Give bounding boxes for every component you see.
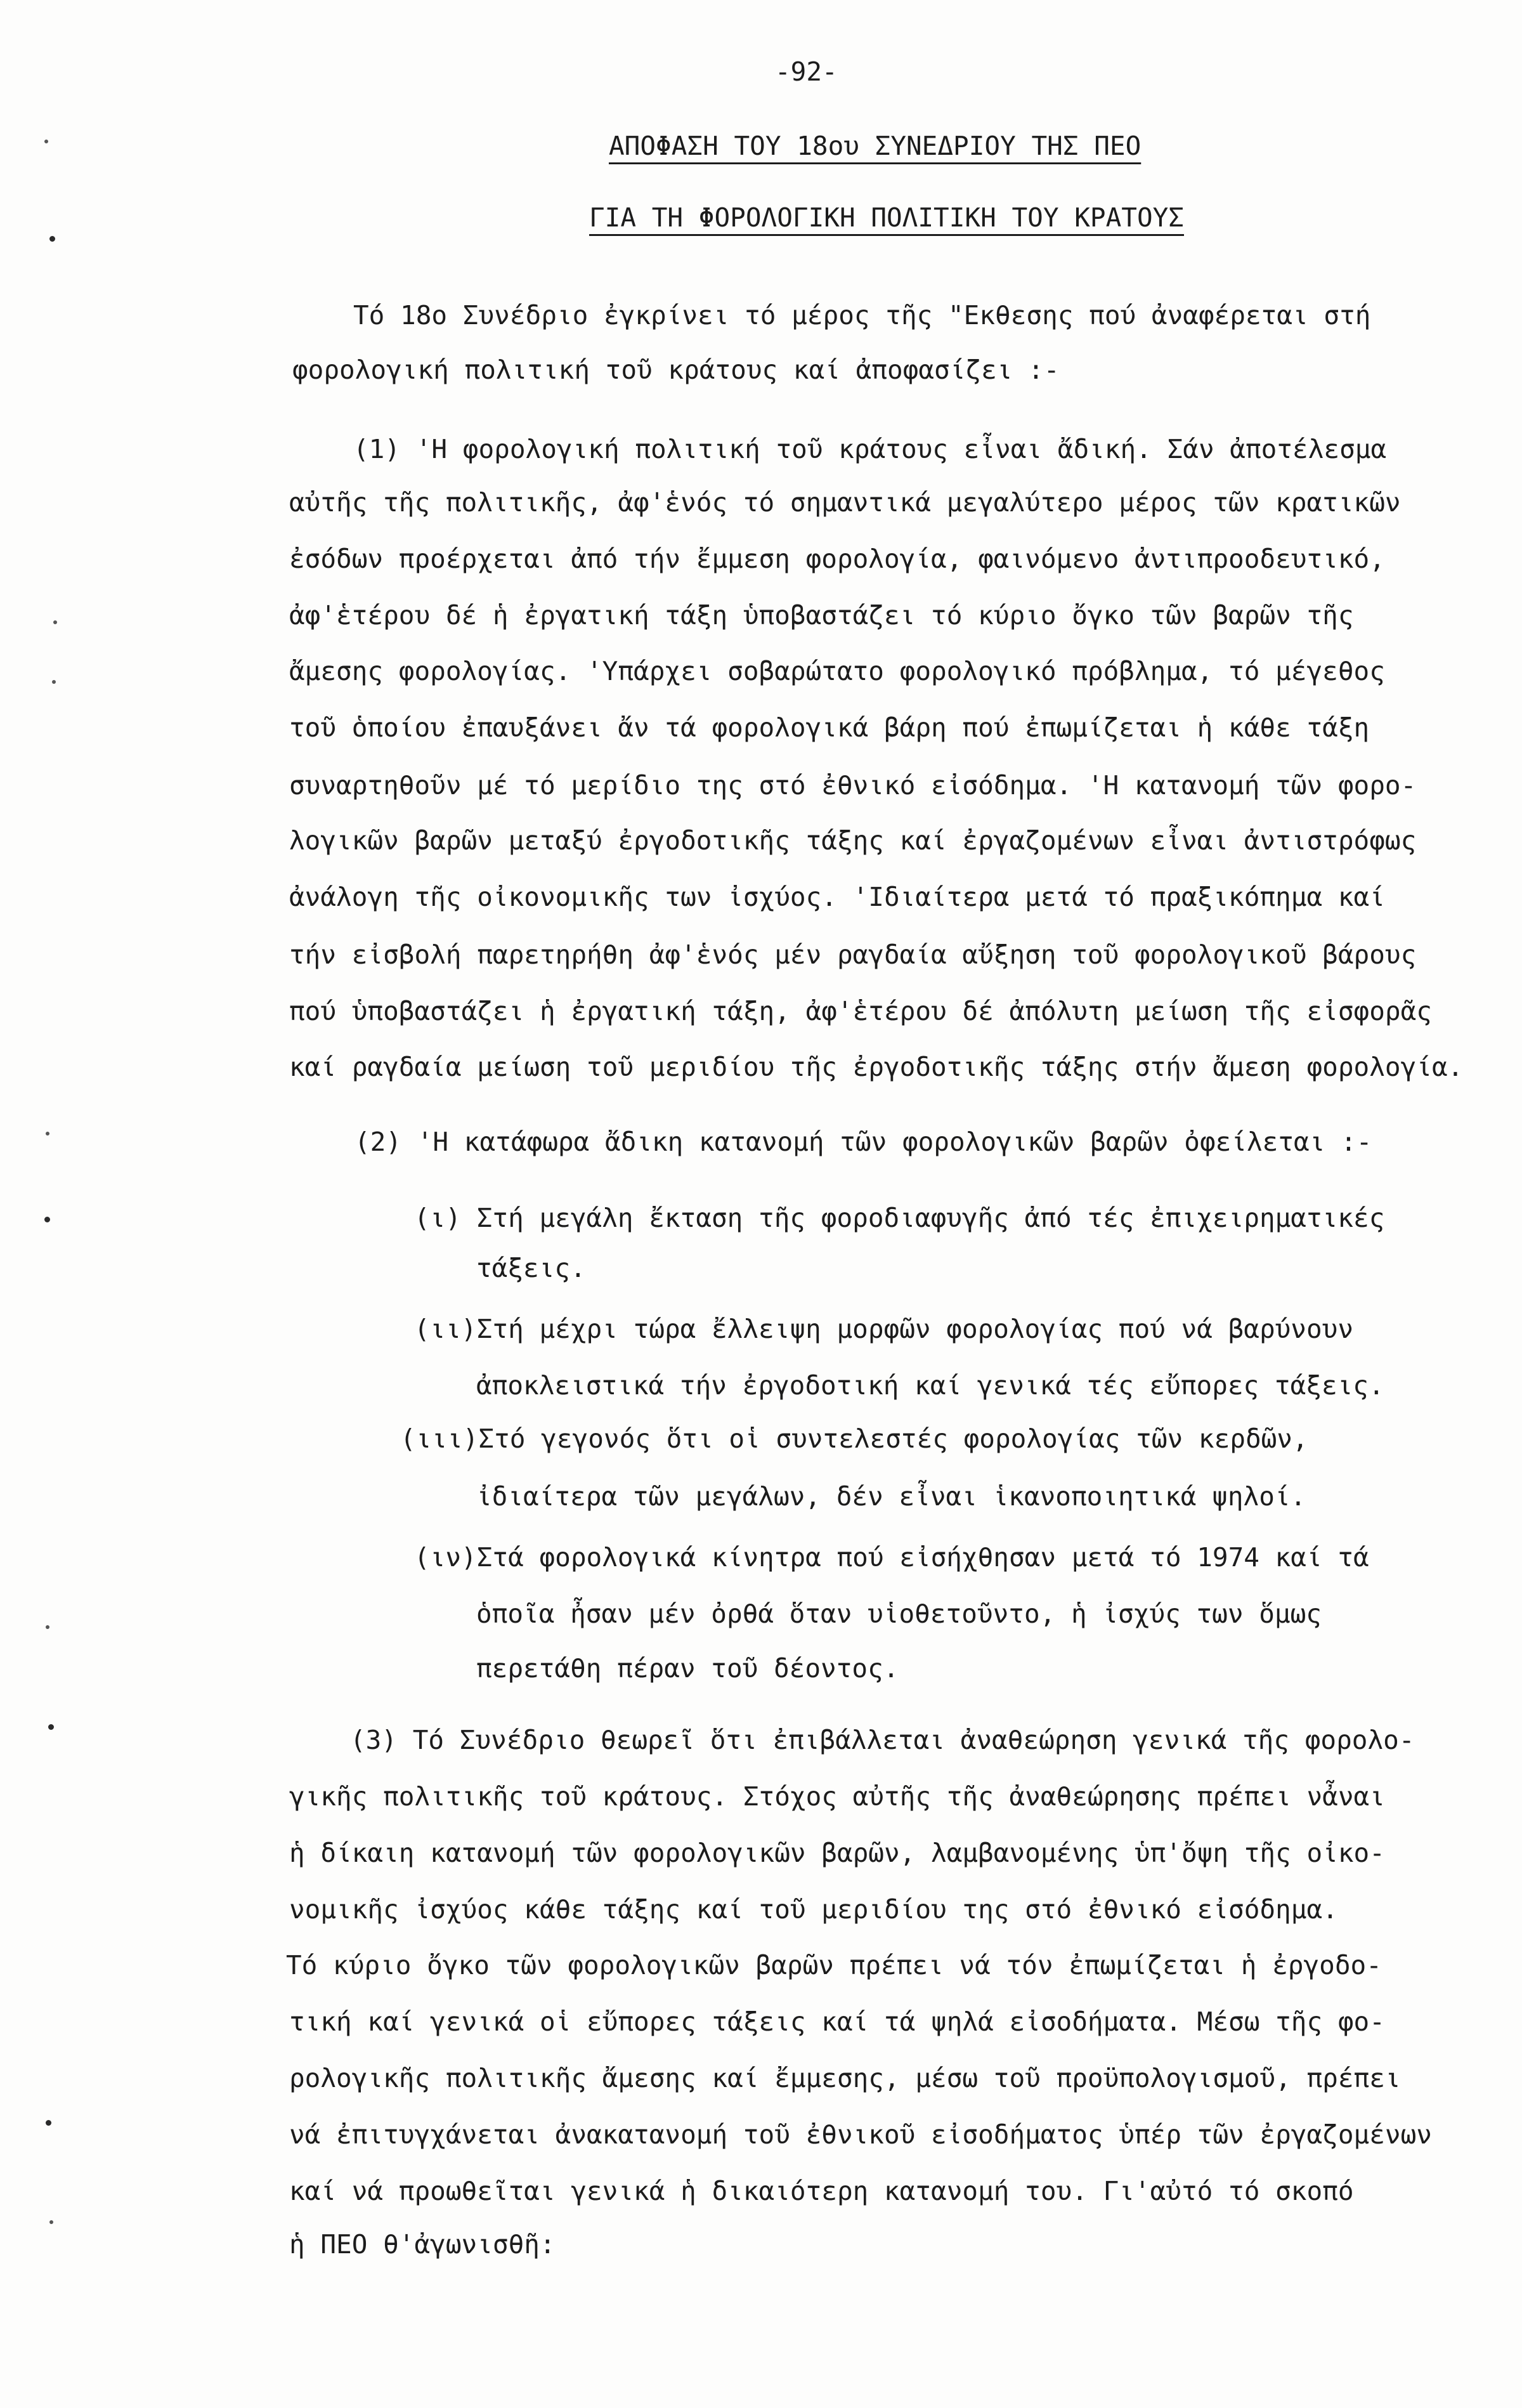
page-number: -92- xyxy=(775,56,838,87)
point-2-item-4-line: (ιν)Στά φορολογικά κίνητρα πού εἰσήχθησαν μετά τό 1974 καί τά xyxy=(414,1542,1369,1573)
scan-speck xyxy=(49,236,55,242)
point-2-item-4-line: περετάθη πέραν τοῦ δέοντος. xyxy=(476,1653,899,1684)
point-3-line: ἡ ΠΕΟ θ'ἀγωνισθῆ: xyxy=(289,2229,556,2260)
point-1-line: ἐσόδων προέρχεται ἀπό τήν ἔμμεση φορολογία, φαινόμενο ἀντιπροοδευτικό, xyxy=(289,544,1385,574)
point-1-line: καί ραγδαία μείωση τοῦ μεριδίου τῆς ἐργοδοτικῆς τάξης στήν ἄμεση φορολογία. xyxy=(289,1052,1464,1082)
scan-speck xyxy=(46,1132,49,1135)
point-2-item-3-line: ἰδιαίτερα τῶν μεγάλων, δέν εἶναι ἱκανοποιητικά ψηλοί. xyxy=(476,1481,1306,1512)
point-3-line: νομικῆς ἰσχύος κάθε τάξης καί τοῦ μεριδίου της στό ἐθνικό εἰσόδημα. xyxy=(289,1894,1338,1925)
point-2-heading: (2) 'Η κατάφωρα ἄδικη κατανομή τῶν φορολογικῶν βαρῶν ὀφείλεται :- xyxy=(354,1127,1372,1157)
point-2-item-2-line: (ιι)Στή μέχρι τώρα ἔλλειψη μορφῶν φορολογίας πού νά βαρύνουν xyxy=(414,1314,1354,1344)
point-1-line: λογικῶν βαρῶν μεταξύ ἐργοδοτικῆς τάξης καί ἐργαζομένων εἶναι ἀντιστρόφως xyxy=(289,825,1417,856)
scan-speck xyxy=(52,680,56,684)
point-2-item-4-line: ὁποῖα ἦσαν μέν ὀρθά ὅταν υἱοθετοῦντο, ἡ ἰσχύς των ὅμως xyxy=(476,1599,1322,1629)
point-1-line: ἀφ'ἑτέρου δέ ἡ ἐργατική τάξη ὑποβαστάζει τό κύριο ὄγκο τῶν βαρῶν τῆς xyxy=(289,600,1354,631)
point-3-line: Τό κύριο ὄγκο τῶν φορολογικῶν βαρῶν πρέπει νά τόν ἐπωμίζεται ἡ ἐργοδο- xyxy=(286,1950,1382,1980)
scan-speck xyxy=(44,140,48,143)
scan-speck xyxy=(44,1217,50,1222)
title-line-1: ΑΠΟΦΑΣΗ ΤΟΥ 18ου ΣΥΝΕΔΡΙΟΥ ΤΗΣ ΠΕΟ xyxy=(609,131,1142,161)
point-1-line: τοῦ ὁποίου ἐπαυξάνει ἄν τά φορολογικά βάρη πού ἐπωμίζεται ἡ κάθε τάξη xyxy=(289,712,1370,743)
scan-speck xyxy=(48,1724,54,1730)
point-3-line: (3) Τό Συνέδριο θεωρεῖ ὅτι ἐπιβάλλεται ἀναθεώρηση γενικά τῆς φορολο- xyxy=(350,1725,1415,1755)
scan-speck xyxy=(46,1625,49,1629)
point-1-line: πού ὑποβαστάζει ἡ ἐργατική τάξη, ἀφ'ἑτέρου δέ ἀπόλυτη μείωση τῆς εἰσφορᾶς xyxy=(289,996,1432,1026)
point-3-line: γικῆς πολιτικῆς τοῦ κράτους. Στόχος αὐτῆς τῆς ἀναθεώρησης πρέπει νἆναι xyxy=(289,1781,1385,1812)
point-1-line: (1) 'Η φορολογική πολιτική τοῦ κράτους εἶναι ἄδική. Σάν ἀποτέλεσμα xyxy=(353,434,1387,464)
point-1-line: αὐτῆς τῆς πολιτικῆς, ἀφ'ἑνός τό σημαντικά μεγαλύτερο μέρος τῶν κρατικῶν xyxy=(289,487,1401,518)
intro-line: φορολογική πολιτική τοῦ κράτους καί ἀποφασίζει :- xyxy=(292,355,1060,385)
point-3-line: τική καί γενικά οἱ εὔπορες τάξεις καί τά ψηλά εἰσοδήματα. Μέσω τῆς φο- xyxy=(289,2006,1385,2037)
point-1-line: ἄμεσης φορολογίας. 'Υπάρχει σοβαρώτατο φορολογικό πρόβλημα, τό μέγεθος xyxy=(289,656,1385,686)
title-line-2: ΓΙΑ ΤΗ ΦΟΡΟΛΟΓΙΚΗ ΠΟΛΙΤΙΚΗ ΤΟΥ ΚΡΑΤΟΥΣ xyxy=(589,202,1184,233)
point-2-item-1-line: τάξεις. xyxy=(476,1253,586,1283)
scan-speck xyxy=(46,2120,51,2126)
point-2-item-3-line: (ιιι)Στό γεγονός ὅτι οἱ συντελεστές φορολογίας τῶν κερδῶν, xyxy=(400,1423,1308,1454)
point-2-item-1-line: (ι) Στή μεγάλη ἔκταση τῆς φοροδιαφυγῆς ἀπό τές ἐπιχειρηματικές xyxy=(414,1203,1385,1233)
point-3-line: ἡ δίκαιη κατανομή τῶν φορολογικῶν βαρῶν, λαμβανομένης ὑπ'ὄψη τῆς οἰκο- xyxy=(289,1838,1385,1868)
point-3-line: ρολογικῆς πολιτικῆς ἄμεσης καί ἔμμεσης, μέσω τοῦ προϋπολογισμοῦ, πρέπει xyxy=(289,2063,1401,2093)
point-3-line: νά ἐπιτυγχάνεται ἀνακατανομή τοῦ ἐθνικοῦ εἰσοδήματος ὑπέρ τῶν ἐργαζομένων xyxy=(289,2119,1432,2150)
point-1-line: ἀνάλογη τῆς οἰκονομικῆς των ἰσχύος. 'Ιδιαίτερα μετά τό πραξικόπημα καί xyxy=(289,882,1385,912)
point-3-line: καί νά προωθεῖται γενικά ἡ δικαιότερη κατανομή του. Γι'αὐτό τό σκοπό xyxy=(289,2176,1354,2206)
scan-speck xyxy=(49,2220,53,2224)
scan-speck xyxy=(53,620,57,624)
point-2-item-2-line: ἀποκλειστικά τήν ἐργοδοτική καί γενικά τές εὔπορες τάξεις. xyxy=(476,1370,1384,1401)
intro-line: Τό 18ο Συνέδριο ἐγκρίνει τό μέρος τῆς "Εκθεσης πού ἀναφέρεται στή xyxy=(353,300,1371,330)
point-1-line: συναρτηθοῦν μέ τό μερίδιο της στό ἐθνικό εἰσόδημα. 'Η κατανομή τῶν φορο- xyxy=(289,770,1417,801)
point-1-line: τήν εἰσβολή παρετηρήθη ἀφ'ἑνός μέν ραγδαία αὔξηση τοῦ φορολογικοῦ βάρους xyxy=(289,939,1417,970)
